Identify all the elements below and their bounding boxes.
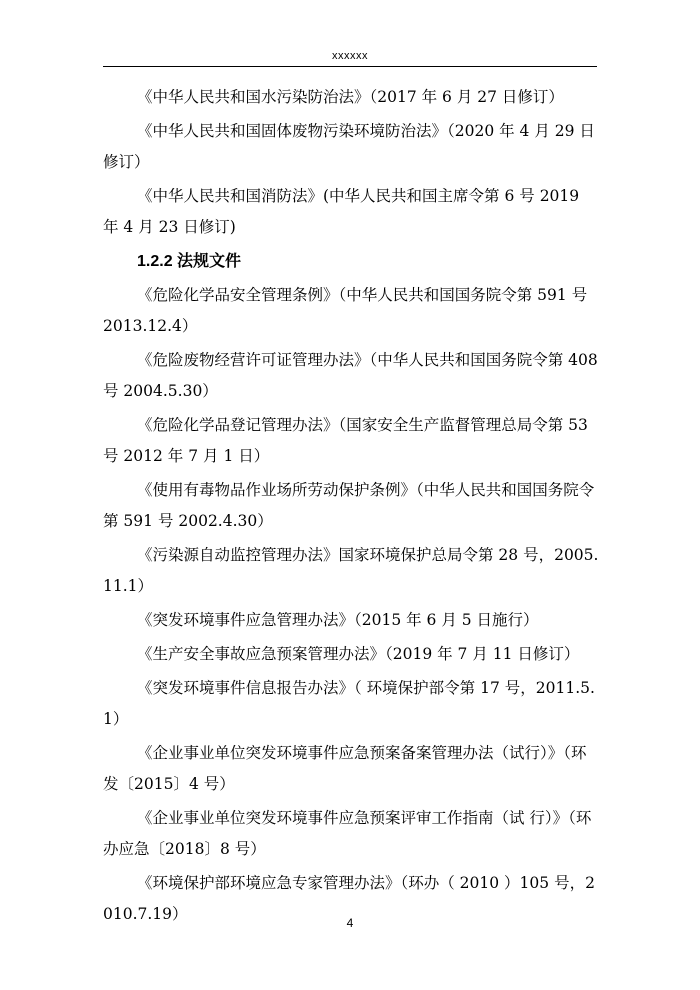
paragraph: 《企业事业单位突发环境事件应急预案备案管理办法（试行）》（环发〔2015〕4 号）: [103, 744, 587, 793]
header-divider: [103, 66, 597, 67]
page-header: xxxxxx: [332, 50, 368, 62]
page-content: [103, 82, 599, 933]
paragraph: 《突发环境事件应急管理办法》（2015 年 6 月 5 日施行）: [137, 611, 539, 629]
paragraph: 《中华人民共和国水污染防治法》（2017 年 6 月 27 日修订）: [137, 88, 564, 106]
paragraph: 《中华人民共和国消防法》(中华人民共和国主席令第 6 号 2019 年 4 月 23 日修订): [103, 187, 580, 236]
paragraph: 《企业事业单位突发环境事件应急预案评审工作指南（试 行）》（环办应急〔2018〕8 号）: [103, 809, 592, 858]
paragraph: 《危险废物经营许可证管理办法》（中华人民共和国国务院令第 408 号 2004.5.30）: [103, 351, 598, 400]
section-heading: 1.2.2 法规文件: [137, 253, 242, 270]
paragraph: 《危险化学品登记管理办法》（国家安全生产监督管理总局令第 53 号 2012 年 7 月 1 日）: [103, 416, 588, 465]
paragraph: 《中华人民共和国固体废物污染环境防治法》（2020 年 4 月 29 日修订）: [103, 122, 595, 171]
paragraph: 《突发环境事件信息报告办法》（ 环境保护部令第 17 号，2011.5.1）: [103, 679, 595, 728]
page-number: 4: [346, 916, 354, 930]
paragraph: 《环境保护部环境应急专家管理办法》（环办（ 2010 ）105 号，2010.7.19）: [103, 874, 595, 923]
paragraph: 《危险化学品安全管理条例》（中华人民共和国国务院令第 591 号 2013.12.4）: [103, 286, 588, 335]
paragraph: 《污染源自动监控管理办法》国家环境保护总局令第 28 号，2005.11.1）: [103, 546, 599, 595]
paragraph: 《使用有毒物品作业场所劳动保护条例》（中华人民共和国国务院令第 591 号 2002.4.30）: [103, 481, 595, 530]
paragraph: 《生产安全事故应急预案管理办法》（2019 年 7 月 11 日修订）: [137, 645, 580, 663]
